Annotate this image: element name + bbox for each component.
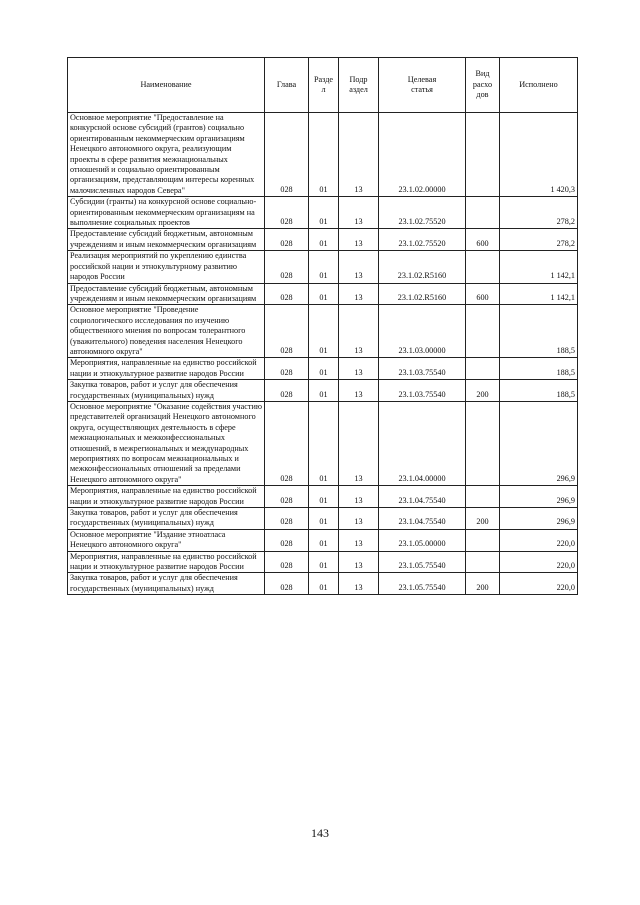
- cell-section: 01: [309, 380, 339, 402]
- cell-subsection: 13: [339, 573, 379, 595]
- cell-section: 01: [309, 113, 339, 197]
- cell-section: 01: [309, 401, 339, 485]
- cell-executed: 1 142,1: [500, 251, 578, 283]
- cell-section: 01: [309, 305, 339, 358]
- cell-chapter: 028: [265, 486, 309, 508]
- cell-executed: 188,5: [500, 305, 578, 358]
- cell-executed: 1 420,3: [500, 113, 578, 197]
- cell-executed: 220,0: [500, 551, 578, 573]
- cell-expense-type: 200: [466, 380, 500, 402]
- cell-subsection: 13: [339, 486, 379, 508]
- cell-target-article: 23.1.03.00000: [379, 305, 466, 358]
- cell-name: Мероприятия, направленные на единство российской нации и этнокультурное развитие народов России: [68, 551, 265, 573]
- cell-subsection: 13: [339, 229, 379, 251]
- header-chapter: Глава: [265, 58, 309, 113]
- cell-name: Субсидии (гранты) на конкурсной основе социально-ориентированным некоммерческим организациям на выполнение социальных проектов: [68, 197, 265, 229]
- cell-name: Основное мероприятие "Предоставление на конкурсной основе субсидий (грантов) социально ориентированным некоммерческим организациям Ненецкого автономного округа, реализующим проекты в сфере развития межнациональных отношений и социально ориентированным организациям, представляющим интересы коренных малочисленных народов Севера": [68, 113, 265, 197]
- header-expense-type: Вид расхо дов: [466, 58, 500, 113]
- cell-section: 01: [309, 283, 339, 305]
- cell-name: Основное мероприятие "Проведение социологического исследования по изучению общественного мнения по вопросам толерантного (уважительного) поведения населения Ненецкого автономного округа": [68, 305, 265, 358]
- cell-name: Предоставление субсидий бюджетным, автономным учреждениям и иным некоммерческим организациям: [68, 229, 265, 251]
- table-header-row: [68, 58, 578, 113]
- table-row: [68, 573, 578, 595]
- cell-name: Основное мероприятие "Издание этноатласа Ненецкого автономного округа": [68, 529, 265, 551]
- cell-subsection: 13: [339, 305, 379, 358]
- cell-chapter: 028: [265, 283, 309, 305]
- cell-chapter: 028: [265, 508, 309, 530]
- cell-expense-type: 200: [466, 573, 500, 595]
- cell-subsection: 13: [339, 380, 379, 402]
- cell-name: Предоставление субсидий бюджетным, автономным учреждениям и иным некоммерческим организациям: [68, 283, 265, 305]
- header-executed: Исполнено: [500, 58, 578, 113]
- cell-subsection: 13: [339, 197, 379, 229]
- cell-target-article: 23.1.04.75540: [379, 508, 466, 530]
- cell-subsection: 13: [339, 529, 379, 551]
- cell-section: 01: [309, 229, 339, 251]
- cell-expense-type: [466, 358, 500, 380]
- table-row: [68, 113, 578, 197]
- table-row: [68, 251, 578, 283]
- table-row: [68, 283, 578, 305]
- cell-subsection: 13: [339, 251, 379, 283]
- cell-target-article: 23.1.02.75520: [379, 229, 466, 251]
- cell-target-article: 23.1.05.75540: [379, 551, 466, 573]
- header-target-article: Целевая статья: [379, 58, 466, 113]
- cell-section: 01: [309, 551, 339, 573]
- cell-target-article: 23.1.05.75540: [379, 573, 466, 595]
- cell-executed: 296,9: [500, 508, 578, 530]
- cell-target-article: 23.1.02.75520: [379, 197, 466, 229]
- cell-target-article: 23.1.04.00000: [379, 401, 466, 485]
- header-section: Разде л: [309, 58, 339, 113]
- cell-subsection: 13: [339, 113, 379, 197]
- cell-expense-type: [466, 401, 500, 485]
- cell-chapter: 028: [265, 229, 309, 251]
- cell-expense-type: 600: [466, 229, 500, 251]
- cell-executed: 220,0: [500, 529, 578, 551]
- cell-subsection: 13: [339, 401, 379, 485]
- cell-section: 01: [309, 529, 339, 551]
- table-row: [68, 197, 578, 229]
- cell-expense-type: 600: [466, 283, 500, 305]
- cell-target-article: 23.1.04.75540: [379, 486, 466, 508]
- cell-chapter: 028: [265, 529, 309, 551]
- cell-name: Основное мероприятие "Оказание содействия участию представителей организаций Ненецкого автономного округа, осуществляющих деятельность в сфере межнациональных и межконфессиональных отношений, в межрегиональных и международных мероприятиях по вопросам межнациональных и межконфессиональных отношений за пределами Ненецкого автономного округа": [68, 401, 265, 485]
- cell-expense-type: [466, 197, 500, 229]
- budget-execution-table: [67, 57, 578, 595]
- cell-chapter: 028: [265, 380, 309, 402]
- cell-section: 01: [309, 251, 339, 283]
- cell-executed: 1 142,1: [500, 283, 578, 305]
- cell-name: Закупка товаров, работ и услуг для обеспечения государственных (муниципальных) нужд: [68, 380, 265, 402]
- cell-executed: 188,5: [500, 380, 578, 402]
- cell-subsection: 13: [339, 283, 379, 305]
- table-row: [68, 380, 578, 402]
- cell-expense-type: [466, 551, 500, 573]
- table-row: [68, 529, 578, 551]
- cell-executed: 278,2: [500, 229, 578, 251]
- table-row: [68, 486, 578, 508]
- cell-expense-type: [466, 251, 500, 283]
- cell-expense-type: 200: [466, 508, 500, 530]
- cell-section: 01: [309, 573, 339, 595]
- cell-name: Мероприятия, направленные на единство российской нации и этнокультурное развитие народов России: [68, 358, 265, 380]
- cell-section: 01: [309, 508, 339, 530]
- cell-expense-type: [466, 305, 500, 358]
- cell-target-article: 23.1.03.75540: [379, 380, 466, 402]
- cell-chapter: 028: [265, 113, 309, 197]
- cell-target-article: 23.1.02.R5160: [379, 283, 466, 305]
- cell-expense-type: [466, 113, 500, 197]
- cell-section: 01: [309, 197, 339, 229]
- cell-target-article: 23.1.02.00000: [379, 113, 466, 197]
- cell-target-article: 23.1.02.R5160: [379, 251, 466, 283]
- cell-executed: 278,2: [500, 197, 578, 229]
- cell-executed: 296,9: [500, 401, 578, 485]
- cell-section: 01: [309, 358, 339, 380]
- cell-chapter: 028: [265, 401, 309, 485]
- cell-chapter: 028: [265, 197, 309, 229]
- cell-executed: 220,0: [500, 573, 578, 595]
- table-row: [68, 401, 578, 485]
- cell-expense-type: [466, 529, 500, 551]
- cell-executed: 296,9: [500, 486, 578, 508]
- cell-chapter: 028: [265, 358, 309, 380]
- header-name: Наименование: [68, 58, 265, 113]
- table-row: [68, 508, 578, 530]
- cell-name: Закупка товаров, работ и услуг для обеспечения государственных (муниципальных) нужд: [68, 573, 265, 595]
- cell-chapter: 028: [265, 551, 309, 573]
- cell-target-article: 23.1.05.00000: [379, 529, 466, 551]
- header-subsection: Подр аздел: [339, 58, 379, 113]
- page-number: 143: [311, 826, 329, 840]
- table-row: [68, 358, 578, 380]
- cell-subsection: 13: [339, 508, 379, 530]
- cell-section: 01: [309, 486, 339, 508]
- cell-name: Реализация мероприятий по укреплению единства российской нации и этнокультурному развитию народов России: [68, 251, 265, 283]
- cell-subsection: 13: [339, 358, 379, 380]
- cell-target-article: 23.1.03.75540: [379, 358, 466, 380]
- table-row: [68, 229, 578, 251]
- cell-chapter: 028: [265, 573, 309, 595]
- cell-name: Закупка товаров, работ и услуг для обеспечения государственных (муниципальных) нужд: [68, 508, 265, 530]
- cell-chapter: 028: [265, 251, 309, 283]
- cell-expense-type: [466, 486, 500, 508]
- cell-chapter: 028: [265, 305, 309, 358]
- table-row: [68, 551, 578, 573]
- table-row: [68, 305, 578, 358]
- cell-executed: 188,5: [500, 358, 578, 380]
- cell-subsection: 13: [339, 551, 379, 573]
- cell-name: Мероприятия, направленные на единство российской нации и этнокультурное развитие народов России: [68, 486, 265, 508]
